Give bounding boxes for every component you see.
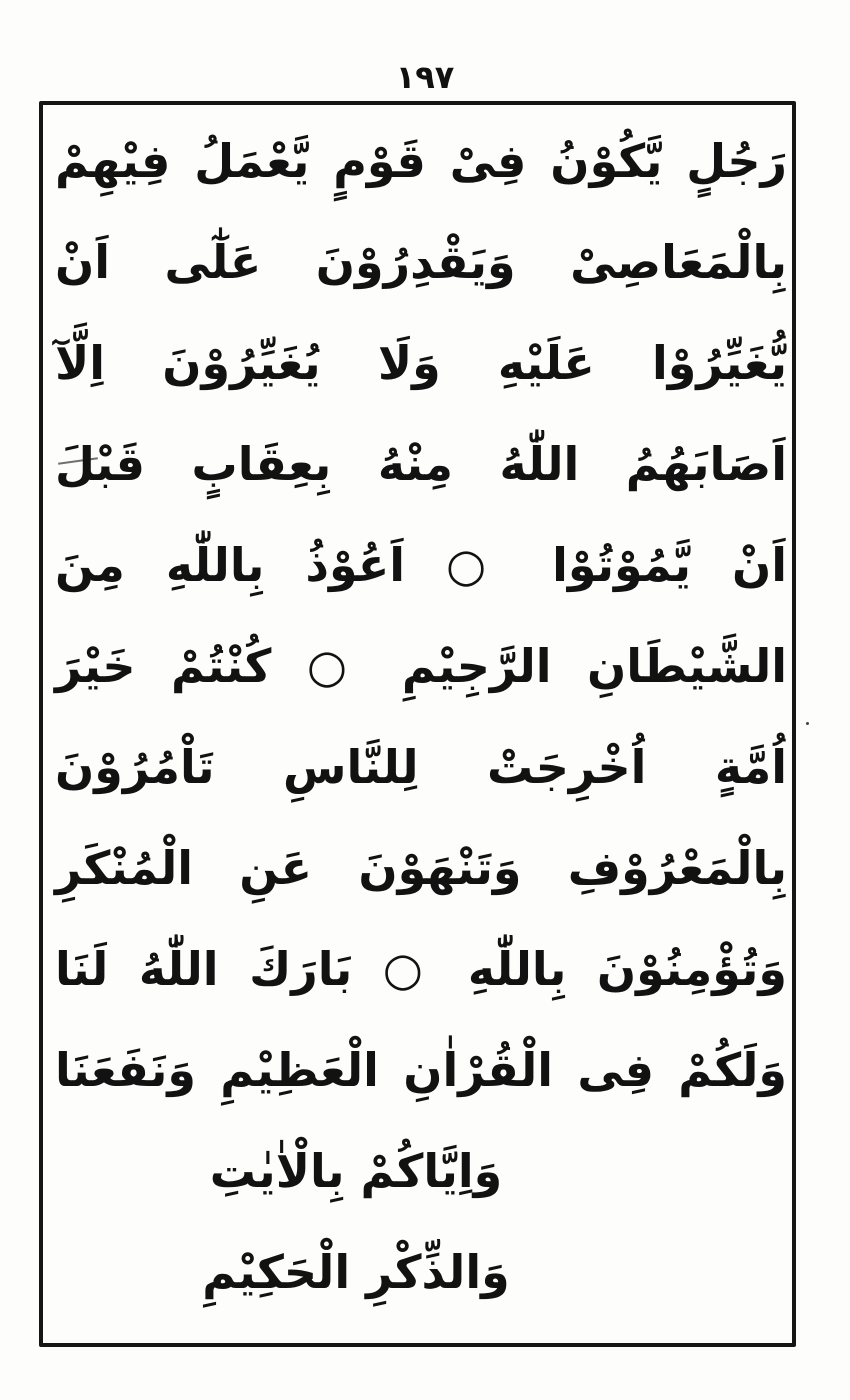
ink-speck <box>806 722 809 725</box>
text-line-12 <box>55 1221 787 1322</box>
text-line-4-content: اَصَابَهُمُ اللّٰهُ مِنْهُ بِعِقَابٍ قَبْلَ <box>55 436 787 491</box>
text-line-7 <box>55 716 787 817</box>
text-line-2 <box>55 211 787 312</box>
text-line-6-content: الشَّيْطَانِ الرَّجِيْمِ ○ كُنْتُمْ خَيْرَ <box>55 638 787 693</box>
text-line-7-content: اُمَّةٍ اُخْرِجَتْ لِلنَّاسِ تَاْمُرُوْنَ <box>55 739 787 794</box>
text-line-4 <box>55 413 787 514</box>
text-line-10 <box>55 1019 787 1120</box>
text-line-10-content: وَلَكُمْ فِى الْقُرْاٰنِ الْعَظِيْمِ وَنَفَعَنَا <box>55 1042 787 1097</box>
text-line-5 <box>55 514 787 615</box>
text-line-8-content: بِالْمَعْرُوْفِ وَتَنْهَوْنَ عَنِ الْمُنْكَرِ <box>55 840 787 895</box>
text-line-11-content: وَاِيَّاكُمْ بِالْاٰيٰتِ <box>209 1143 503 1198</box>
text-line-3 <box>55 312 787 413</box>
text-line-1 <box>55 110 787 211</box>
text-line-1-content: رَجُلٍ يَّكُوْنُ فِىْ قَوْمٍ يَّعْمَلُ فِيْهِمْ <box>55 133 787 188</box>
text-line-3-content: يُّغَيِّرُوْا عَلَيْهِ وَلَا يُغَيِّرُوْنَ اِلَّآ <box>55 335 787 390</box>
page-number: ١٩٧ <box>395 58 455 96</box>
text-line-9-content: وَتُؤْمِنُوْنَ بِاللّٰهِ ○ بَارَكَ اللّٰهُ لَنَا <box>55 941 787 996</box>
text-line-11 <box>55 1120 787 1221</box>
arabic-text-block <box>55 110 787 1322</box>
text-line-9 <box>55 918 787 1019</box>
text-line-2-content: بِالْمَعَاصِىْ وَيَقْدِرُوْنَ عَلٰٓى اَنْ <box>55 234 787 289</box>
text-line-8 <box>55 817 787 918</box>
text-line-5-content: اَنْ يَّمُوْتُوْا ○ اَعُوْذُ بِاللّٰهِ مِنَ <box>55 537 787 592</box>
text-line-12-content: وَالذِّكْرِ الْحَكِيْمِ <box>202 1244 510 1299</box>
text-line-6 <box>55 615 787 716</box>
